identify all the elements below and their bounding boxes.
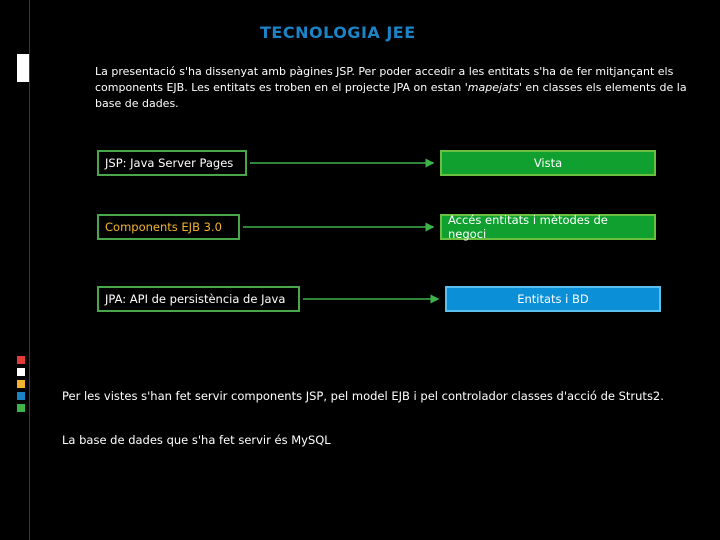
slide-title: TECNOLOGIA JEE xyxy=(260,23,416,42)
entities-label: Entitats i BD xyxy=(517,292,589,306)
intro-text-2: ' en classes els elements de la base de dades. xyxy=(95,81,687,110)
intro-italic-word: mapejats xyxy=(467,81,519,94)
side-marker-red xyxy=(17,356,25,364)
side-marker-orange xyxy=(17,380,25,388)
business-label: Accés entitats i mètodes de negoci xyxy=(448,213,608,241)
jsp-label: JSP: Java Server Pages xyxy=(105,156,234,170)
jpa-label: JPA: API de persistència de Java xyxy=(105,292,286,306)
side-marker-blue xyxy=(17,392,25,400)
side-marker-green xyxy=(17,404,25,412)
note-architecture: Per les vistes s'han fet servir components JSP, pel model EJB i pel controlador classes d'acció de Struts2. xyxy=(62,389,664,403)
note-database: La base de dades que s'ha fet servir és MySQL xyxy=(62,433,331,447)
ejb-label: Components EJB 3.0 xyxy=(105,220,222,234)
side-marker-white xyxy=(17,368,25,376)
vista-label: Vista xyxy=(533,156,563,170)
intro-text-1: La presentació s'ha dissenyat amb pàgines JSP. Per poder accedir a les entitats s'ha de fer mitjançant els components EJB. Les entitats es troben en el projecte JPA on estan ' xyxy=(95,65,674,94)
